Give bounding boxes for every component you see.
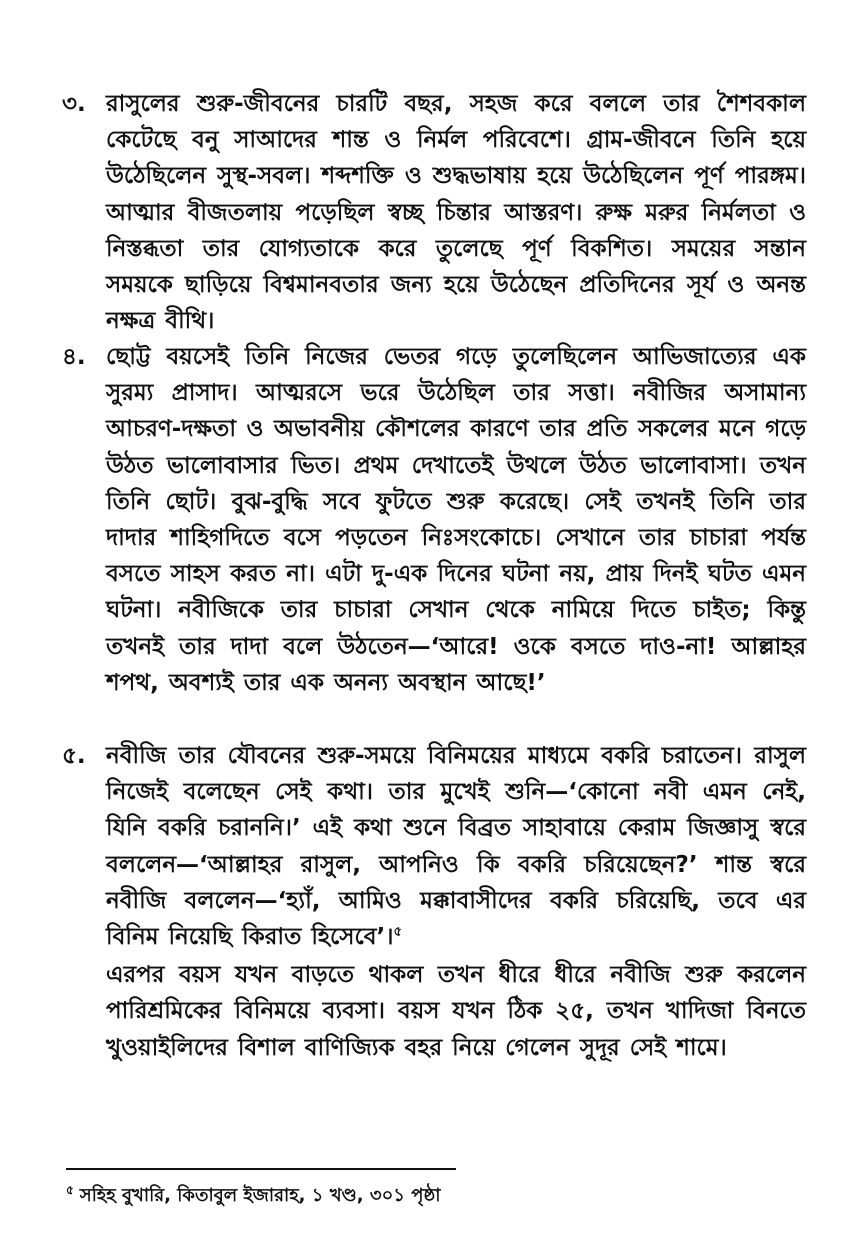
- footnote-divider: [66, 1168, 456, 1170]
- footnote-marker: ৫: [66, 1183, 74, 1197]
- footnote-text: সহিহ বুখারি, কিতাবুল ইজারাহ, ১ খণ্ড, ৩০১ পৃষ্ঠা: [79, 1185, 441, 1206]
- item-paragraph-text: নবীজি তার যৌবনের শুরু-সময়ে বিনিময়ের মাধ্যমে বকরি চরাতেন। রাসুল নিজেই বলেছেন সেই কথা। তার মুখেই শুনি—‘কোনো নবী এমন নেই, যিনি বকরি চরাননি।’ এই কথা শুনে বিব্রত সাহাবায়ে কেরাম জিজ্ঞাসু স্বরে বললেন—‘আল্লাহর রাসুল, আপনিও কি বকরি চরিয়েছেন?’ শান্ত স্বরে নবীজি বললেন—‘হ্যাঁ, আমিও মক্কাবাসীদের বকরি চরিয়েছি, তবে এর বিনিম নিয়েছি কিরাত হিসেবে’।: [106, 743, 806, 951]
- footnote-reference[interactable]: ৫: [393, 924, 402, 940]
- item-continuation-paragraph: এরপর বয়স যখন বাড়তে থাকল তখন ধীরে ধীরে নবীজি শুরু করলেন পারিশ্রমিকের বিনিময়ে ব্যবসা। বয়স যখন ঠিক ২৫, তখন খাদিজা বিনতে খুওয়াইলিদের বিশাল বাণিজ্যিক বহর নিয়ে গেলেন সুদূর সেই শামে।: [106, 962, 806, 1061]
- item-paragraph: ছোট্ট বয়সেই তিনি নিজের ভেতর গড়ে তুলেছিলেন আভিজাত্যের এক সুরম্য প্রাসাদ। আত্মরসে ভরে উঠেছিল তার সত্তা। নবীজির অসামান্য আচরণ-দক্ষতা ও অভাবনীয় কৌশলের কারণে তার প্রতি সকলের মনে গড়ে উঠত ভালোবাসার ভিত। প্রথম দেখাতেই উথলে উঠত ভালোবাসা। তখন তিনি ছোট। বুঝ-বুদ্ধি সবে ফুটতে শুরু করেছে। সেই তখনই তিনি তার দাদার শাহিগদিতে বসে পড়তেন নিঃসংকোচে। সেখানে তার চাচারা পর্যন্ত বসতে সাহস করত না। এটা দু-এক দিনের ঘটনা নয়, প্রায় দিনই ঘটত এমন ঘটনা। নবীজিকে তার চাচারা সেখান থেকে নামিয়ে দিতে চাইত; কিন্তু তখনই তার দাদা বলে উঠতেন—‘আরে! ওকে বসতে দাও-না! আল্লাহর শপথ, অবশ্যই তার এক অনন্য অবস্থান আছে!’: [106, 344, 806, 696]
- list-item-4: [62, 339, 806, 701]
- list-item-3: [62, 86, 806, 339]
- item-number: ৫.: [62, 743, 86, 769]
- item-paragraph: রাসুলের শুরু-জীবনের চারটি বছর, সহজ করে বললে তার শৈশবকাল কেটেছে বনু সাআদের শান্ত ও নির্মল পরিবেশে। গ্রাম-জীবনে তিনি হয়ে উঠেছিলেন সুস্থ-সবল। শব্দশক্তি ও শুদ্ধভাষায় হয়ে উঠেছিলেন পূর্ণ পারঙ্গম। আত্মার বীজতলায় পড়েছিল স্বচ্ছ চিন্তার আস্তরণ। রুক্ষ মরুর নির্মলতা ও নিস্তব্ধতা তার যোগ্যতাকে করে তুলেছে পূর্ণ বিকশিত। সময়ের সন্তান সময়কে ছাড়িয়ে বিশ্বমানবতার জন্য হয়ে উঠেছেন প্রতিদিনের সূর্য ও অনন্ত নক্ষত্র বীথি।: [106, 91, 806, 335]
- item-number: ৩.: [62, 91, 86, 117]
- item-number: ৪.: [62, 344, 86, 370]
- list-item-5: [62, 738, 806, 1066]
- item-paragraph: [106, 738, 806, 955]
- footnote: [66, 1182, 766, 1210]
